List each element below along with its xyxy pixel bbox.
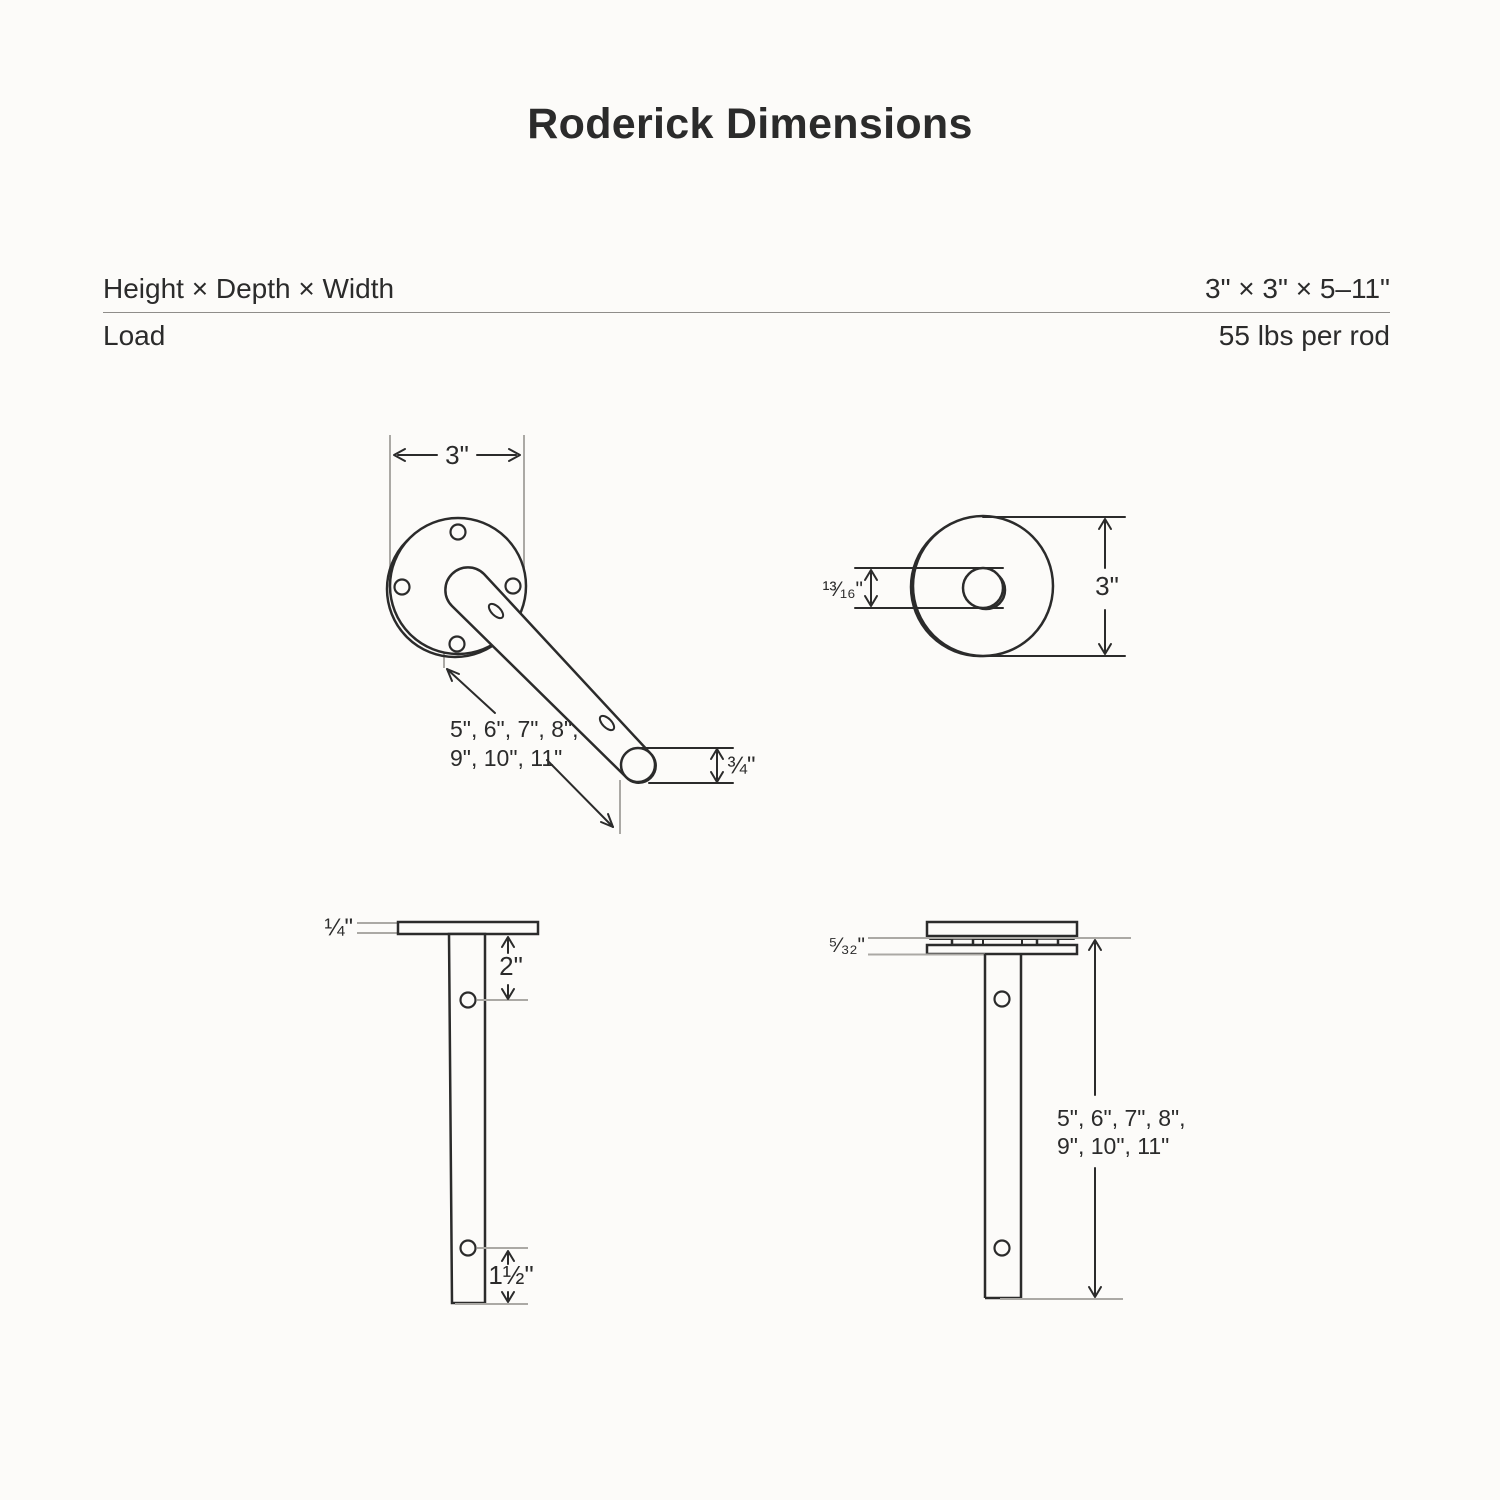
drawing-flange-front <box>822 516 1125 656</box>
rod-hole <box>461 993 476 1008</box>
dimension-line <box>447 669 495 713</box>
drawing-rod-perspective <box>387 435 756 834</box>
spec-label-dimensions: Height × Depth × Width <box>103 273 395 304</box>
center-hole <box>963 568 1003 608</box>
screw-hole <box>451 525 466 540</box>
bottom-hole-offset-dimension: 1½" <box>488 1260 534 1290</box>
rod-hole <box>461 1241 476 1256</box>
page-title: Roderick Dimensions <box>527 100 973 148</box>
rod-length-options-line1: 5", 6", 7", 8", <box>1057 1105 1186 1131</box>
spec-label-load: Load <box>103 320 166 351</box>
wall-plate-edge <box>927 945 1077 954</box>
plate-thickness-dimension: ¼" <box>324 914 353 941</box>
screw-hole <box>506 579 521 594</box>
spec-value-load: 55 lbs per rod <box>1218 320 1390 351</box>
plate-diameter-dimension: 3" <box>1095 571 1119 601</box>
gap-dimension: ⁵⁄₃₂" <box>828 934 865 957</box>
cover-plate-edge <box>927 922 1077 936</box>
spec-value-dimensions: 3" × 3" × 5–11" <box>1205 273 1390 304</box>
screw-hole <box>395 580 410 595</box>
rod-length-options-line2: 9", 10", 11" <box>1057 1133 1170 1159</box>
rod-hole <box>995 1241 1010 1256</box>
top-hole-offset-dimension: 2" <box>499 951 523 981</box>
rod-length-options-line1: 5", 6", 7", 8", <box>450 716 579 742</box>
flange-width-dimension: 3" <box>445 440 469 470</box>
rod-hole <box>995 992 1010 1007</box>
drawing-bracket-side <box>324 914 538 1304</box>
hole-diameter-dimension: ¹³⁄₁₆" <box>822 578 863 601</box>
flange-plate-edge <box>398 922 538 934</box>
rod-diameter-dimension: ¾" <box>727 752 756 779</box>
rod-length-options-line2: 9", 10", 11" <box>450 745 563 771</box>
rod-end-face <box>621 748 655 782</box>
drawing-bracket-side-assembled <box>829 922 1186 1299</box>
screw-hole <box>450 637 465 652</box>
